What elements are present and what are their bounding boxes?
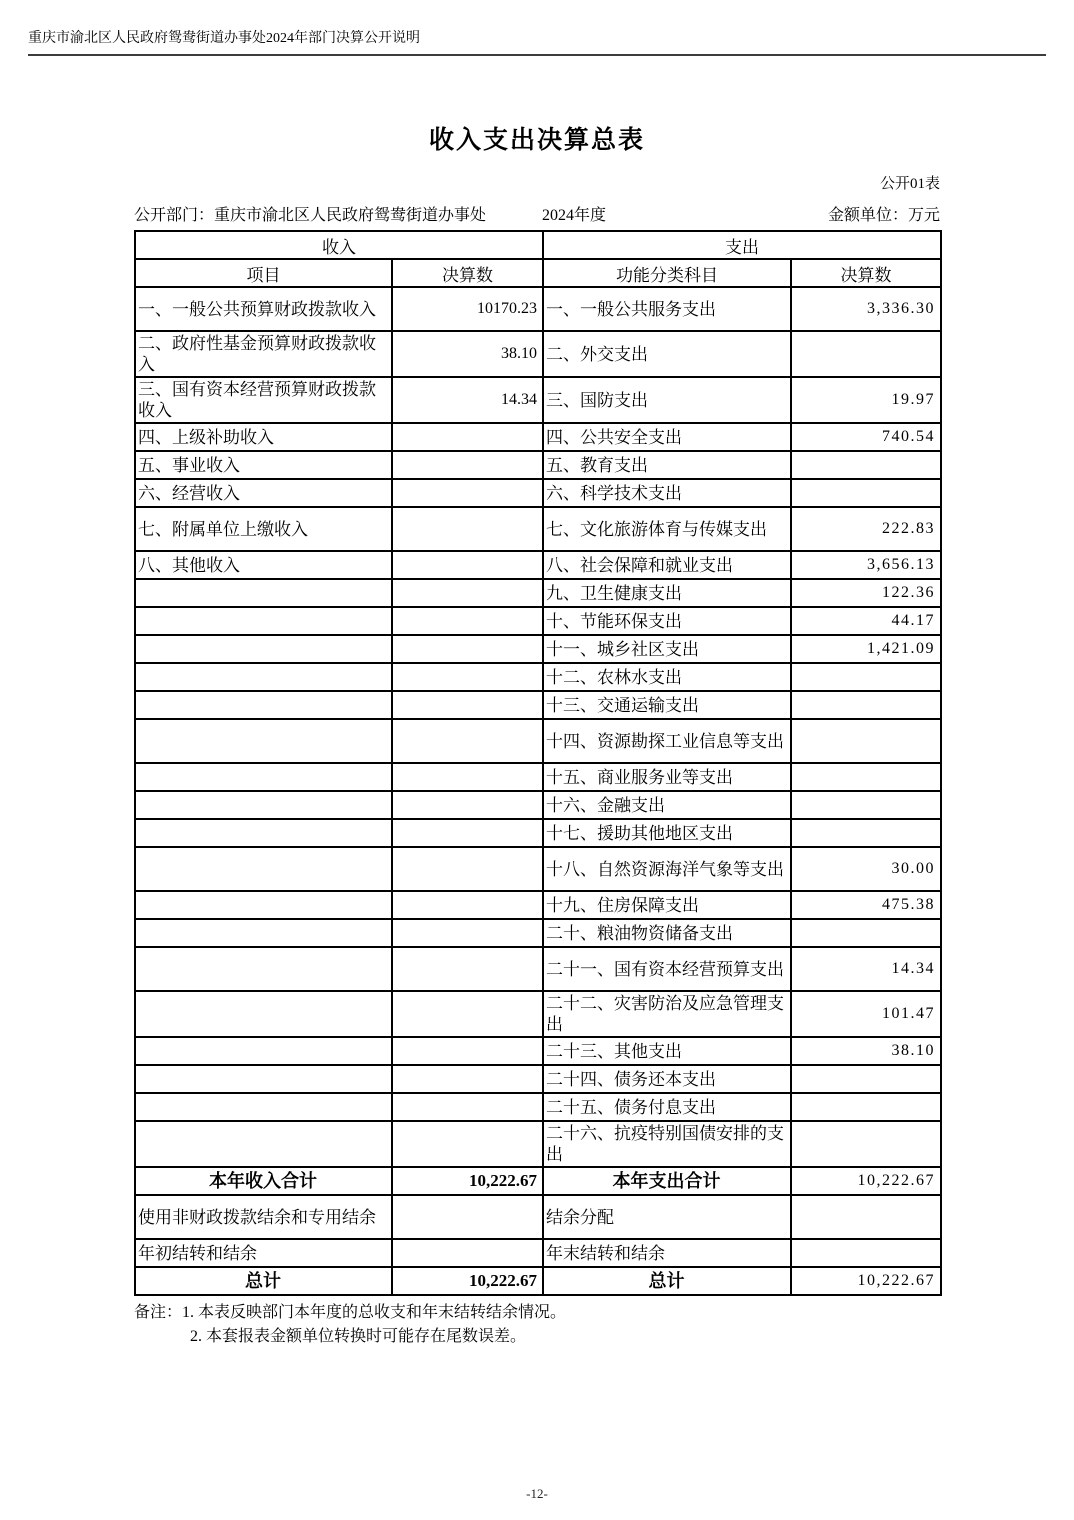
income-value-cell [392, 1037, 543, 1065]
expense-item-cell: 结余分配 [543, 1195, 791, 1239]
table-row [135, 451, 941, 479]
expense-value-cell [791, 791, 941, 819]
income-item-cell: 年初结转和结余 [135, 1239, 392, 1267]
expense-item-cell: 十三、交通运输支出 [543, 691, 791, 719]
table-row [135, 1093, 941, 1121]
expense-value-cell [791, 1121, 941, 1167]
income-value-cell [392, 579, 543, 607]
expense-value-cell [791, 691, 941, 719]
income-value-cell: 38.10 [392, 331, 543, 377]
income-item-cell: 二、政府性基金预算财政拨款收入 [135, 331, 392, 377]
document-header-title: 重庆市渝北区人民政府鸳鸯街道办事处2024年部门决算公开说明 [28, 31, 420, 46]
notes-block [134, 1301, 940, 1349]
expense-item-cell: 十九、住房保障支出 [543, 891, 791, 919]
income-item-cell: 八、其他收入 [135, 551, 392, 579]
table-row [135, 919, 941, 947]
note-line-1: 备注：1. 本表反映部门本年度的总收支和年末结转结余情况。 [134, 1304, 567, 1321]
expense-item-cell: 十一、城乡社区支出 [543, 635, 791, 663]
table-row [135, 1037, 941, 1065]
income-value-cell: 10170.23 [392, 287, 543, 331]
table-row [135, 819, 941, 847]
expense-item-cell: 年末结转和结余 [543, 1239, 791, 1267]
expense-item-cell: 二十五、债务付息支出 [543, 1093, 791, 1121]
expense-item-cell: 九、卫生健康支出 [543, 579, 791, 607]
expense-value-cell: 740.54 [791, 423, 941, 451]
expense-item-cell: 五、教育支出 [543, 451, 791, 479]
income-value-cell [392, 763, 543, 791]
income-item-cell [135, 791, 392, 819]
expense-value-cell [791, 719, 941, 763]
table-row [135, 1167, 941, 1195]
expense-value-cell: 475.38 [791, 891, 941, 919]
table-number: 公开01表 [879, 176, 940, 192]
column-header-expense-item: 功能分类科目 [543, 259, 791, 287]
income-value-cell: 10,222.67 [392, 1267, 543, 1295]
table-meta-row [134, 202, 940, 225]
income-value-cell [392, 891, 543, 919]
table-row [135, 947, 941, 991]
table-row [135, 1195, 941, 1239]
income-value-cell [392, 1093, 543, 1121]
expense-value-cell: 1,421.09 [791, 635, 941, 663]
column-header-row [135, 259, 941, 287]
expense-item-cell: 二十二、灾害防治及应急管理支出 [543, 991, 791, 1037]
expense-value-cell [791, 1093, 941, 1121]
income-value-cell: 10,222.67 [392, 1167, 543, 1195]
table-row [135, 423, 941, 451]
income-item-cell: 使用非财政拨款结余和专用结余 [135, 1195, 392, 1239]
income-item-cell [135, 819, 392, 847]
column-header-expense-amount: 决算数 [791, 259, 941, 287]
income-value-cell [392, 607, 543, 635]
income-value-cell [392, 847, 543, 891]
expense-value-cell [791, 479, 941, 507]
final-accounts-table [134, 230, 942, 1296]
document-header [28, 30, 1046, 56]
table-row [135, 891, 941, 919]
column-header-income-amount: 决算数 [392, 259, 543, 287]
table-row [135, 377, 941, 423]
income-item-cell: 总计 [135, 1267, 392, 1295]
expense-item-cell: 二十一、国有资本经营预算支出 [543, 947, 791, 991]
table-row [135, 287, 941, 331]
expense-value-cell [791, 451, 941, 479]
expense-item-cell: 二十四、债务还本支出 [543, 1065, 791, 1093]
document-content [134, 120, 940, 1349]
income-item-cell [135, 607, 392, 635]
table-row [135, 579, 941, 607]
income-item-cell: 五、事业收入 [135, 451, 392, 479]
expense-section-header: 支出 [543, 231, 941, 259]
expense-item-cell: 十七、援助其他地区支出 [543, 819, 791, 847]
page-title: 收入支出决算总表 [428, 127, 645, 154]
expense-value-cell: 101.47 [791, 991, 941, 1037]
income-item-cell [135, 1093, 392, 1121]
expense-item-cell: 三、国防支出 [543, 377, 791, 423]
expense-value-cell: 10,222.67 [791, 1267, 941, 1295]
income-value-cell [392, 1195, 543, 1239]
expense-value-cell [791, 663, 941, 691]
income-value-cell [392, 819, 543, 847]
table-row [135, 719, 941, 763]
expense-value-cell: 14.34 [791, 947, 941, 991]
income-value-cell [392, 1239, 543, 1267]
expense-item-cell: 十二、农林水支出 [543, 663, 791, 691]
income-item-cell: 本年收入合计 [135, 1167, 392, 1195]
department-label: 公开部门：重庆市渝北区人民政府鸳鸯街道办事处 [134, 207, 487, 224]
expense-item-cell: 十、节能环保支出 [543, 607, 791, 635]
table-row [135, 607, 941, 635]
expense-value-cell: 3,336.30 [791, 287, 941, 331]
income-value-cell [392, 919, 543, 947]
expense-item-cell: 七、文化旅游体育与传媒支出 [543, 507, 791, 551]
income-value-cell [392, 719, 543, 763]
table-row [135, 331, 941, 377]
table-row [135, 1065, 941, 1093]
expense-item-cell: 本年支出合计 [543, 1167, 791, 1195]
expense-item-cell: 十八、自然资源海洋气象等支出 [543, 847, 791, 891]
income-value-cell [392, 947, 543, 991]
expense-value-cell [791, 331, 941, 377]
income-item-cell [135, 719, 392, 763]
income-item-cell [135, 991, 392, 1037]
income-value-cell [392, 451, 543, 479]
page-number: -12- [526, 1486, 548, 1501]
income-item-cell [135, 635, 392, 663]
income-value-cell [392, 479, 543, 507]
expense-value-cell: 122.36 [791, 579, 941, 607]
income-item-cell [135, 691, 392, 719]
income-value-cell [392, 551, 543, 579]
income-item-cell: 四、上级补助收入 [135, 423, 392, 451]
income-item-cell: 六、经营收入 [135, 479, 392, 507]
income-item-cell: 三、国有资本经营预算财政拨款收入 [135, 377, 392, 423]
table-row [135, 1239, 941, 1267]
expense-value-cell [791, 1195, 941, 1239]
expense-value-cell: 222.83 [791, 507, 941, 551]
expense-value-cell: 19.97 [791, 377, 941, 423]
table-row [135, 479, 941, 507]
table-row [135, 635, 941, 663]
income-value-cell [392, 423, 543, 451]
income-value-cell [392, 691, 543, 719]
income-item-cell [135, 919, 392, 947]
table-row [135, 1267, 941, 1295]
expense-value-cell [791, 919, 941, 947]
income-value-cell [392, 991, 543, 1037]
income-item-cell [135, 947, 392, 991]
income-item-cell [135, 1121, 392, 1167]
expense-value-cell: 3,656.13 [791, 551, 941, 579]
expense-item-cell: 二十六、抗疫特别国债安排的支出 [543, 1121, 791, 1167]
table-row [135, 663, 941, 691]
expense-value-cell [791, 1239, 941, 1267]
table-row [135, 847, 941, 891]
expense-value-cell [791, 819, 941, 847]
expense-item-cell: 六、科学技术支出 [543, 479, 791, 507]
income-item-cell [135, 1065, 392, 1093]
income-value-cell [392, 663, 543, 691]
table-row [135, 763, 941, 791]
income-value-cell [392, 1121, 543, 1167]
income-item-cell [135, 847, 392, 891]
income-item-cell [135, 663, 392, 691]
note-line-2: 2. 本套报表金额单位转换时可能存在尾数误差。 [190, 1328, 527, 1345]
fiscal-year-label: 2024年度 [542, 207, 607, 224]
income-item-cell [135, 763, 392, 791]
expense-value-cell: 10,222.67 [791, 1167, 941, 1195]
income-item-cell: 一、一般公共预算财政拨款收入 [135, 287, 392, 331]
income-value-cell: 14.34 [392, 377, 543, 423]
table-body [135, 287, 941, 1295]
expense-value-cell: 44.17 [791, 607, 941, 635]
income-item-cell: 七、附属单位上缴收入 [135, 507, 392, 551]
expense-item-cell: 十四、资源勘探工业信息等支出 [543, 719, 791, 763]
income-item-cell [135, 891, 392, 919]
expense-value-cell [791, 763, 941, 791]
column-header-income-item: 项目 [135, 259, 392, 287]
table-row [135, 991, 941, 1037]
expense-item-cell: 二十三、其他支出 [543, 1037, 791, 1065]
expense-item-cell: 八、社会保障和就业支出 [543, 551, 791, 579]
expense-value-cell: 38.10 [791, 1037, 941, 1065]
income-value-cell [392, 791, 543, 819]
expense-item-cell: 十五、商业服务业等支出 [543, 763, 791, 791]
income-value-cell [392, 635, 543, 663]
expense-item-cell: 总计 [543, 1267, 791, 1295]
income-item-cell [135, 579, 392, 607]
expense-item-cell: 二、外交支出 [543, 331, 791, 377]
expense-item-cell: 四、公共安全支出 [543, 423, 791, 451]
section-header-row [135, 231, 941, 259]
expense-item-cell: 二十、粮油物资储备支出 [543, 919, 791, 947]
amount-unit-label: 金额单位：万元 [827, 207, 940, 224]
expense-item-cell: 十六、金融支出 [543, 791, 791, 819]
expense-item-cell: 一、一般公共服务支出 [543, 287, 791, 331]
income-value-cell [392, 1065, 543, 1093]
table-row [135, 507, 941, 551]
expense-value-cell [791, 1065, 941, 1093]
income-section-header: 收入 [135, 231, 543, 259]
income-value-cell [392, 507, 543, 551]
expense-value-cell: 30.00 [791, 847, 941, 891]
table-row [135, 691, 941, 719]
table-row [135, 791, 941, 819]
income-item-cell [135, 1037, 392, 1065]
table-row [135, 551, 941, 579]
table-row [135, 1121, 941, 1167]
